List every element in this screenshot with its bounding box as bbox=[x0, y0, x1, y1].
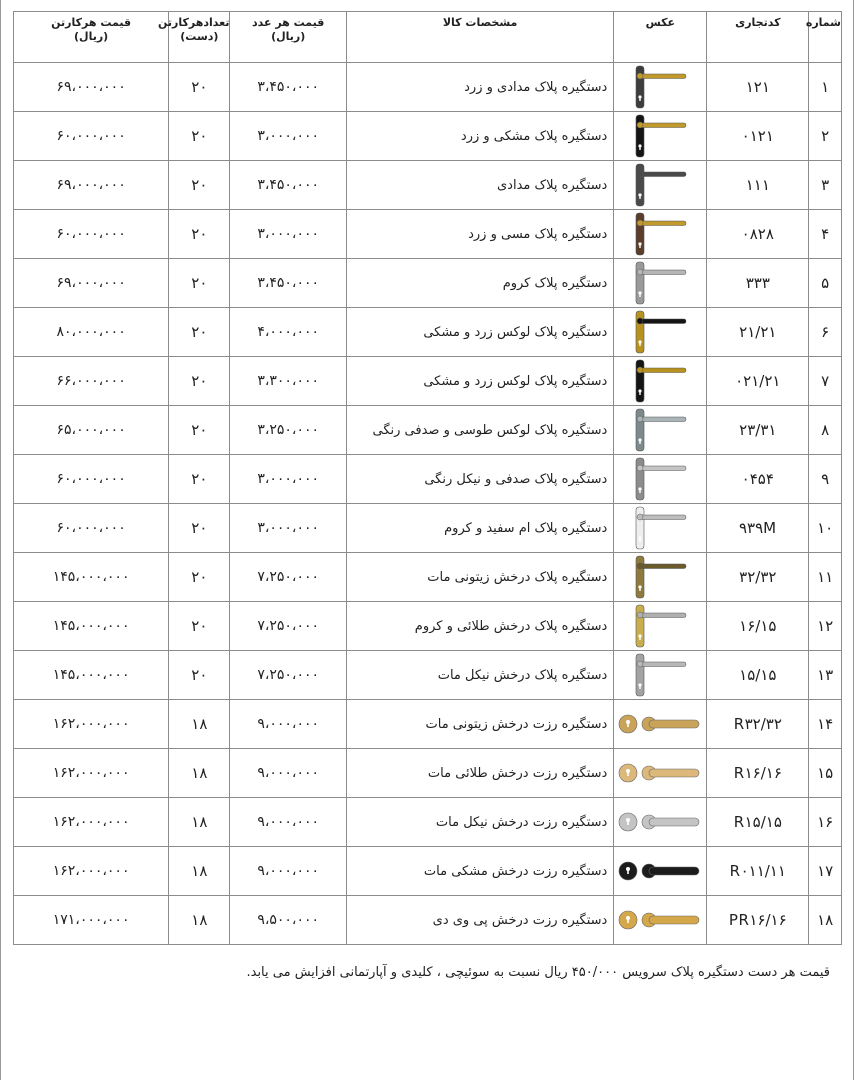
cell-unit-price: ۷،۲۵۰،۰۰۰ bbox=[230, 651, 346, 700]
cell-desc: دستگیره پلاک مدادی bbox=[346, 161, 613, 210]
plate-handle-icon bbox=[630, 407, 690, 453]
plate-handle-icon bbox=[630, 162, 690, 208]
cell-code: PR۱۶/۱۶ bbox=[707, 896, 809, 945]
cell-image bbox=[614, 112, 707, 161]
cell-image bbox=[614, 749, 707, 798]
cell-unit-price: ۳،۳۰۰،۰۰۰ bbox=[230, 357, 346, 406]
cell-unit-price: ۳،۰۰۰،۰۰۰ bbox=[230, 210, 346, 259]
cell-desc: دستگیره پلاک مشکی و زرد bbox=[346, 112, 613, 161]
table-row bbox=[14, 651, 842, 700]
cell-carton-price: ۶۰،۰۰۰،۰۰۰ bbox=[14, 112, 169, 161]
cell-num: ۱۶ bbox=[809, 798, 842, 847]
cell-qty: ۱۸ bbox=[169, 700, 230, 749]
cell-unit-price: ۳،۴۵۰،۰۰۰ bbox=[230, 161, 346, 210]
cell-num: ۷ bbox=[809, 357, 842, 406]
header-image: عکس bbox=[614, 12, 707, 63]
cell-code: R۱۶/۱۶ bbox=[707, 749, 809, 798]
header-num: شماره bbox=[809, 12, 842, 63]
table-row bbox=[14, 749, 842, 798]
cell-num: ۴ bbox=[809, 210, 842, 259]
cell-carton-price: ۱۴۵،۰۰۰،۰۰۰ bbox=[14, 602, 169, 651]
cell-code: ۰۸۲۸ bbox=[707, 210, 809, 259]
cell-image bbox=[614, 161, 707, 210]
rose-handle-icon bbox=[617, 807, 703, 837]
header-unit-price-line2: (ریال) bbox=[271, 30, 306, 43]
cell-carton-price: ۱۶۲،۰۰۰،۰۰۰ bbox=[14, 700, 169, 749]
cell-unit-price: ۳،۰۰۰،۰۰۰ bbox=[230, 504, 346, 553]
cell-unit-price: ۹،۰۰۰،۰۰۰ bbox=[230, 700, 346, 749]
table-row bbox=[14, 259, 842, 308]
cell-qty: ۱۸ bbox=[169, 896, 230, 945]
rose-handle-icon bbox=[617, 856, 703, 886]
plate-handle-icon bbox=[630, 456, 690, 502]
cell-code: ۲۱/۲۱ bbox=[707, 308, 809, 357]
cell-num: ۱۴ bbox=[809, 700, 842, 749]
cell-unit-price: ۳،۴۵۰،۰۰۰ bbox=[230, 259, 346, 308]
table-row bbox=[14, 602, 842, 651]
cell-num: ۱۲ bbox=[809, 602, 842, 651]
table-row bbox=[14, 553, 842, 602]
table-row bbox=[14, 455, 842, 504]
plate-handle-icon bbox=[630, 64, 690, 110]
cell-qty: ۱۸ bbox=[169, 798, 230, 847]
cell-image bbox=[614, 308, 707, 357]
cell-desc: دستگیره پلاک درخش طلائی و کروم bbox=[346, 602, 613, 651]
cell-image bbox=[614, 798, 707, 847]
cell-carton-price: ۱۶۲،۰۰۰،۰۰۰ bbox=[14, 847, 169, 896]
cell-unit-price: ۹،۰۰۰،۰۰۰ bbox=[230, 749, 346, 798]
table-header-row bbox=[14, 12, 842, 63]
cell-qty: ۲۰ bbox=[169, 357, 230, 406]
cell-qty: ۲۰ bbox=[169, 504, 230, 553]
table-row bbox=[14, 210, 842, 259]
table-row bbox=[14, 406, 842, 455]
table-row bbox=[14, 798, 842, 847]
plate-handle-icon bbox=[630, 260, 690, 306]
cell-carton-price: ۱۴۵،۰۰۰،۰۰۰ bbox=[14, 651, 169, 700]
cell-code: R۳۲/۳۲ bbox=[707, 700, 809, 749]
footer-note: قیمت هر دست دستگیره پلاک سرویس ۴۵۰/۰۰۰ ریال نسبت به سوئیچی ، کلیدی و آپارتمانی افزایش می یابد. bbox=[246, 965, 830, 980]
cell-image bbox=[614, 847, 707, 896]
cell-carton-price: ۶۹،۰۰۰،۰۰۰ bbox=[14, 259, 169, 308]
cell-num: ۹ bbox=[809, 455, 842, 504]
table-row bbox=[14, 63, 842, 112]
cell-num: ۳ bbox=[809, 161, 842, 210]
cell-unit-price: ۷،۲۵۰،۰۰۰ bbox=[230, 553, 346, 602]
table-row bbox=[14, 161, 842, 210]
cell-carton-price: ۱۴۵،۰۰۰،۰۰۰ bbox=[14, 553, 169, 602]
cell-unit-price: ۳،۰۰۰،۰۰۰ bbox=[230, 455, 346, 504]
cell-unit-price: ۷،۲۵۰،۰۰۰ bbox=[230, 602, 346, 651]
cell-code: ۱۶/۱۵ bbox=[707, 602, 809, 651]
cell-num: ۱۵ bbox=[809, 749, 842, 798]
cell-qty: ۱۸ bbox=[169, 749, 230, 798]
cell-desc: دستگیره رزت درخش نیکل مات bbox=[346, 798, 613, 847]
cell-unit-price: ۳،۰۰۰،۰۰۰ bbox=[230, 112, 346, 161]
cell-desc: دستگیره رزت درخش زیتونی مات bbox=[346, 700, 613, 749]
plate-handle-icon bbox=[630, 358, 690, 404]
cell-code: R۰۱۱/۱۱ bbox=[707, 847, 809, 896]
cell-qty: ۲۰ bbox=[169, 63, 230, 112]
cell-desc: دستگیره پلاک لوکس زرد و مشکی bbox=[346, 357, 613, 406]
cell-qty: ۱۸ bbox=[169, 847, 230, 896]
plate-handle-icon bbox=[630, 113, 690, 159]
cell-carton-price: ۶۰،۰۰۰،۰۰۰ bbox=[14, 504, 169, 553]
cell-num: ۱۷ bbox=[809, 847, 842, 896]
table-row bbox=[14, 847, 842, 896]
rose-handle-icon bbox=[617, 709, 703, 739]
cell-desc: دستگیره پلاک لوکس زرد و مشکی bbox=[346, 308, 613, 357]
cell-desc: دستگیره پلاک ام سفید و کروم bbox=[346, 504, 613, 553]
plate-handle-icon bbox=[630, 211, 690, 257]
price-table bbox=[13, 11, 842, 945]
cell-carton-price: ۸۰،۰۰۰،۰۰۰ bbox=[14, 308, 169, 357]
cell-num: ۸ bbox=[809, 406, 842, 455]
table-row bbox=[14, 700, 842, 749]
header-carton-price-line2: (ریال) bbox=[74, 30, 109, 43]
cell-qty: ۲۰ bbox=[169, 259, 230, 308]
cell-image bbox=[614, 504, 707, 553]
cell-unit-price: ۳،۲۵۰،۰۰۰ bbox=[230, 406, 346, 455]
cell-qty: ۲۰ bbox=[169, 161, 230, 210]
header-unit-price bbox=[230, 12, 346, 63]
cell-image bbox=[614, 63, 707, 112]
cell-carton-price: ۶۵،۰۰۰،۰۰۰ bbox=[14, 406, 169, 455]
cell-code: ۳۲/۳۲ bbox=[707, 553, 809, 602]
cell-carton-price: ۶۹،۰۰۰،۰۰۰ bbox=[14, 161, 169, 210]
cell-unit-price: ۴،۰۰۰،۰۰۰ bbox=[230, 308, 346, 357]
cell-code: ۱۱۱ bbox=[707, 161, 809, 210]
cell-qty: ۲۰ bbox=[169, 553, 230, 602]
cell-code: ۱۵/۱۵ bbox=[707, 651, 809, 700]
cell-qty: ۲۰ bbox=[169, 308, 230, 357]
table-row bbox=[14, 896, 842, 945]
plate-handle-icon bbox=[630, 652, 690, 698]
rose-handle-icon bbox=[617, 758, 703, 788]
cell-num: ۱ bbox=[809, 63, 842, 112]
table-row bbox=[14, 504, 842, 553]
cell-image bbox=[614, 553, 707, 602]
cell-code: ۰۲۱/۲۱ bbox=[707, 357, 809, 406]
header-unit-price-line1: قیمت هر عدد bbox=[251, 16, 325, 29]
cell-carton-price: ۶۹،۰۰۰،۰۰۰ bbox=[14, 63, 169, 112]
cell-num: ۲ bbox=[809, 112, 842, 161]
cell-desc: دستگیره رزت درخش طلائی مات bbox=[346, 749, 613, 798]
plate-handle-icon bbox=[630, 505, 690, 551]
cell-image bbox=[614, 896, 707, 945]
cell-code: ۲۳/۳۱ bbox=[707, 406, 809, 455]
cell-num: ۱۳ bbox=[809, 651, 842, 700]
cell-unit-price: ۳،۴۵۰،۰۰۰ bbox=[230, 63, 346, 112]
cell-num: ۱۸ bbox=[809, 896, 842, 945]
cell-carton-price: ۱۶۲،۰۰۰،۰۰۰ bbox=[14, 798, 169, 847]
cell-qty: ۲۰ bbox=[169, 406, 230, 455]
cell-image bbox=[614, 455, 707, 504]
table-row bbox=[14, 112, 842, 161]
cell-qty: ۲۰ bbox=[169, 455, 230, 504]
table-row bbox=[14, 357, 842, 406]
cell-image bbox=[614, 357, 707, 406]
cell-image bbox=[614, 210, 707, 259]
cell-code: ۰۴۵۴ bbox=[707, 455, 809, 504]
cell-image bbox=[614, 700, 707, 749]
cell-qty: ۲۰ bbox=[169, 112, 230, 161]
plate-handle-icon bbox=[630, 309, 690, 355]
cell-desc: دستگیره رزت درخش پی وی دی bbox=[346, 896, 613, 945]
cell-carton-price: ۶۰،۰۰۰،۰۰۰ bbox=[14, 455, 169, 504]
cell-carton-price: ۱۶۲،۰۰۰،۰۰۰ bbox=[14, 749, 169, 798]
cell-qty: ۲۰ bbox=[169, 602, 230, 651]
cell-desc: دستگیره پلاک لوکس طوسی و صدفی رنگی bbox=[346, 406, 613, 455]
cell-code: ۳۳۳ bbox=[707, 259, 809, 308]
header-qty-line2: (دست) bbox=[180, 30, 219, 43]
header-qty-line1: تعدادهرکارتن bbox=[158, 16, 230, 29]
header-code: کدتجاری bbox=[707, 12, 809, 63]
cell-desc: دستگیره پلاک مدادی و زرد bbox=[346, 63, 613, 112]
cell-desc: دستگیره پلاک صدفی و نیکل رنگی bbox=[346, 455, 613, 504]
header-qty bbox=[158, 12, 230, 63]
cell-desc: دستگیره رزت درخش مشکی مات bbox=[346, 847, 613, 896]
cell-qty: ۲۰ bbox=[169, 210, 230, 259]
cell-num: ۶ bbox=[809, 308, 842, 357]
cell-desc: دستگیره پلاک درخش نیکل مات bbox=[346, 651, 613, 700]
cell-carton-price: ۶۶،۰۰۰،۰۰۰ bbox=[14, 357, 169, 406]
cell-code: ۰۱۲۱ bbox=[707, 112, 809, 161]
plate-handle-icon bbox=[630, 554, 690, 600]
table-row bbox=[14, 308, 842, 357]
cell-image bbox=[614, 602, 707, 651]
cell-num: ۱۱ bbox=[809, 553, 842, 602]
cell-carton-price: ۱۷۱،۰۰۰،۰۰۰ bbox=[14, 896, 169, 945]
cell-unit-price: ۹،۰۰۰،۰۰۰ bbox=[230, 847, 346, 896]
cell-code: R۱۵/۱۵ bbox=[707, 798, 809, 847]
cell-image bbox=[614, 259, 707, 308]
header-desc: مشخصات کالا bbox=[346, 12, 613, 63]
cell-num: ۱۰ bbox=[809, 504, 842, 553]
cell-desc: دستگیره پلاک کروم bbox=[346, 259, 613, 308]
rose-handle-icon bbox=[617, 905, 703, 935]
cell-desc: دستگیره پلاک درخش زیتونی مات bbox=[346, 553, 613, 602]
cell-carton-price: ۶۰،۰۰۰،۰۰۰ bbox=[14, 210, 169, 259]
cell-image bbox=[614, 406, 707, 455]
header-carton-price bbox=[14, 12, 169, 63]
cell-qty: ۲۰ bbox=[169, 651, 230, 700]
cell-desc: دستگیره پلاک مسی و زرد bbox=[346, 210, 613, 259]
cell-code: ۱۲۱ bbox=[707, 63, 809, 112]
cell-num: ۵ bbox=[809, 259, 842, 308]
cell-unit-price: ۹،۰۰۰،۰۰۰ bbox=[230, 798, 346, 847]
table-body bbox=[14, 63, 842, 945]
cell-image bbox=[614, 651, 707, 700]
cell-unit-price: ۹،۵۰۰،۰۰۰ bbox=[230, 896, 346, 945]
header-carton-price-line1: قیمت هرکارتن bbox=[51, 16, 132, 29]
cell-code: ۹۳۹M bbox=[707, 504, 809, 553]
plate-handle-icon bbox=[630, 603, 690, 649]
